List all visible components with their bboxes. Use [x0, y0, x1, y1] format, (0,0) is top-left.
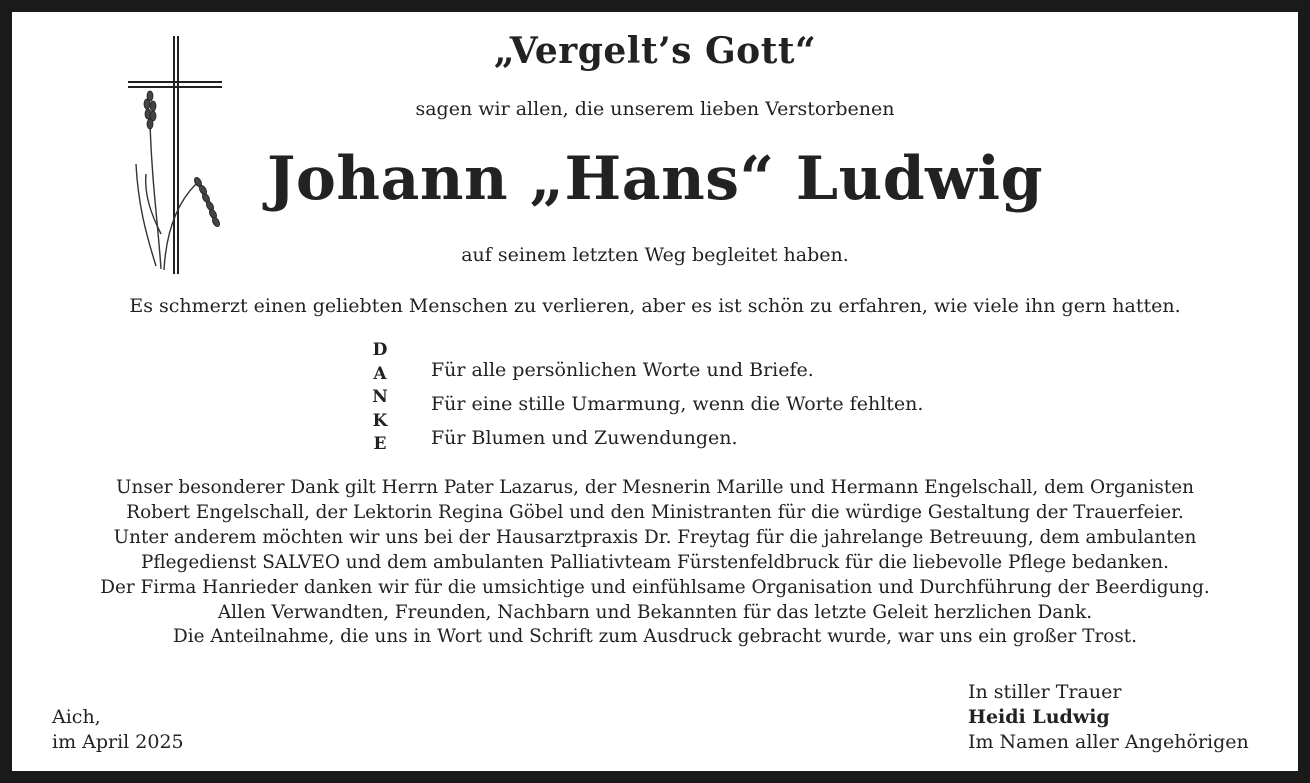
danke-vertical [370, 339, 390, 457]
body-line: Pflegedienst SALVEO und dem ambulanten Palliativteam Fürstenfeldbruck für die liebevolle Pflege bedanken. [141, 551, 1169, 573]
date: im April 2025 [52, 731, 184, 753]
body-line: Der Firma Hanrieder danken wir für die umsichtige und einfühlsame Organisation und Durchführung der Beerdigung. [100, 576, 1210, 598]
body-line: Allen Verwandten, Freunden, Nachbarn und Bekannten für das letzte Geleit herzlichen Dank. [217, 601, 1093, 623]
body-line: Die Anteilnahme, die uns in Wort und Schrift zum Ausdruck gebracht wurde, war uns ein großer Trost. [172, 626, 1138, 648]
danke-letter: N [372, 387, 388, 408]
signature-block [968, 680, 1249, 755]
danke-letter: A [373, 363, 387, 384]
deceased-name: Johann „Hans“ Ludwig [266, 144, 1044, 214]
danke-letter: K [372, 410, 388, 431]
body-line: Unser besonderer Dank gilt Herrn Pater Lazarus, der Mesnerin Marille und Hermann Engelschall, dem Organisten [116, 477, 1194, 498]
thanks-line: Für Blumen und Zuwendungen. [431, 427, 738, 449]
danke-letter: E [373, 434, 387, 455]
place-date [52, 705, 184, 755]
outro-text: auf seinem letzten Weg begleitet haben. [461, 244, 849, 266]
signer-name: Heidi Ludwig [968, 706, 1110, 728]
quote-text: Es schmerzt einen geliebten Menschen zu verlieren, aber es ist schön zu erfahren, wie viele ihn gern hatten. [129, 295, 1181, 317]
intro-text: sagen wir allen, die unserem lieben Verstorbenen [415, 98, 895, 120]
body-line: Robert Engelschall, der Lektorin Regina Göbel und den Ministranten für die würdige Gestaltung der Trauerfeier. [126, 501, 1184, 523]
family-line: Im Namen aller Angehörigen [968, 731, 1249, 753]
thanks-list [431, 353, 923, 455]
place: Aich, [52, 706, 101, 728]
acknowledgement-text [12, 476, 1298, 650]
body-line: Unter anderem möchten wir uns bei der Hausarztpraxis Dr. Freytag für die jahrelange Betreuung, dem ambulanten [113, 526, 1197, 548]
thanks-line: Für eine stille Umarmung, wenn die Worte fehlten. [431, 393, 924, 415]
notice-title: „Vergelt’s Gott“ [493, 30, 817, 72]
danke-letter: D [372, 340, 388, 360]
mourning-line: In stiller Trauer [968, 681, 1122, 703]
obituary-notice [12, 12, 1298, 771]
thanks-line: Für alle persönlichen Worte und Briefe. [431, 359, 814, 381]
